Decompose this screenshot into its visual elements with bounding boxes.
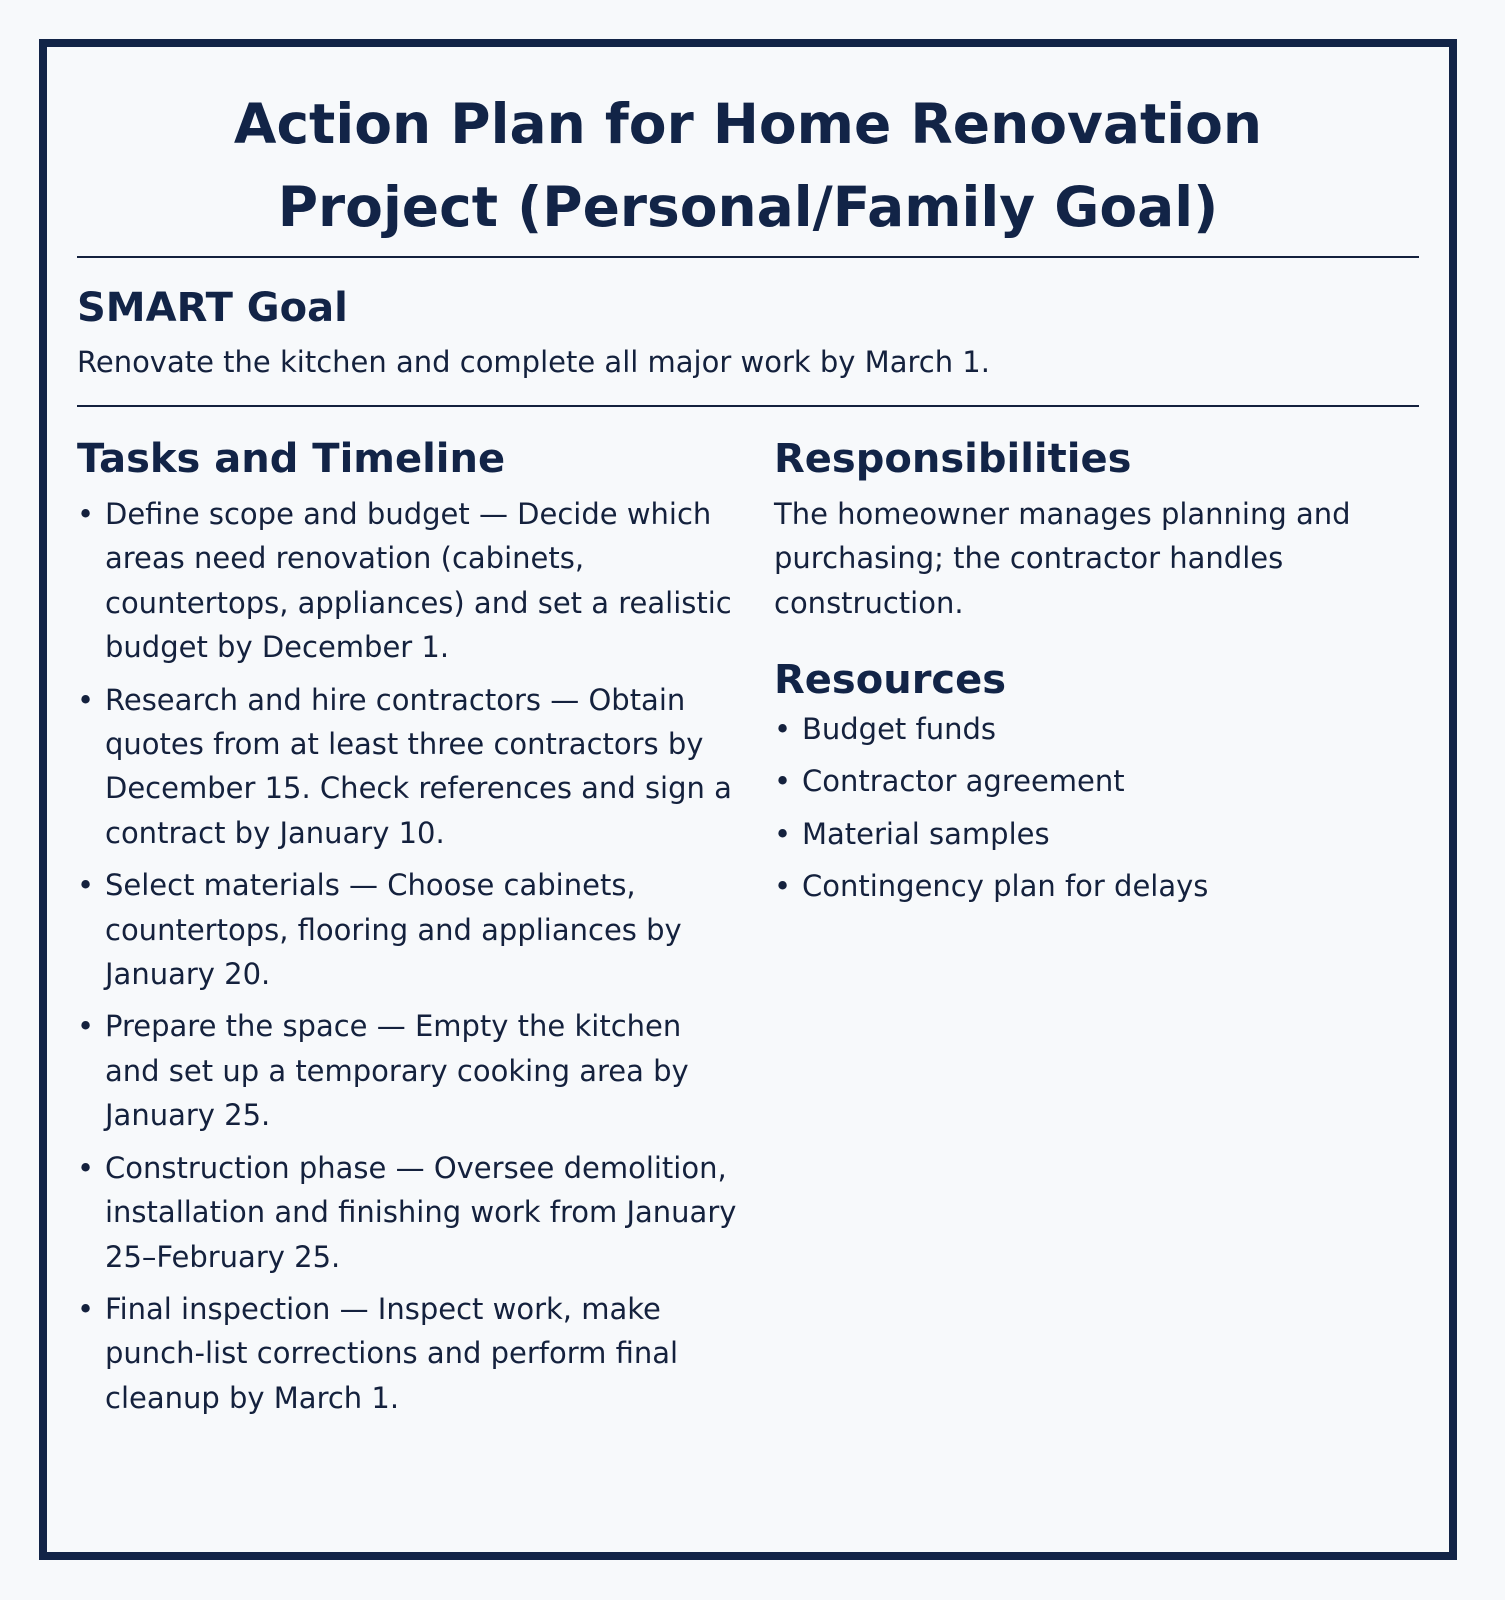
resource-item [774, 707, 1424, 751]
resource-text: Material samples [802, 816, 1050, 851]
bullet-icon: • [77, 1291, 95, 1326]
bullet-icon: • [774, 764, 792, 799]
page-title: Action Plan for Home Renovation Project (Personal/Family Goal) [233, 92, 1263, 239]
resources-heading: Resources [774, 657, 1007, 703]
resources-list [774, 707, 1424, 917]
resource-text: Contractor agreement [802, 764, 1125, 799]
task-text: Prepare the space — Empty the kitchen and set up a temporary cooking area by January 25. [105, 1009, 689, 1133]
task-text: Define scope and budget — Decide which areas need renovation (cabinets, countertops, appliances) and set a realistic budget by December 1. [105, 497, 732, 665]
goal-divider [77, 405, 1419, 407]
bullet-icon: • [774, 712, 792, 746]
document-frame [39, 39, 1457, 1560]
task-item [77, 678, 737, 856]
bullet-icon: • [77, 1009, 95, 1044]
resource-item [774, 864, 1424, 908]
bullet-icon: • [77, 682, 95, 717]
smart-goal-heading: SMART Goal [77, 285, 348, 331]
task-item [77, 492, 737, 670]
resource-text: Contingency plan for delays [802, 869, 1209, 904]
title-divider [77, 256, 1419, 258]
bullet-icon: • [774, 816, 792, 851]
bullet-icon: • [77, 868, 95, 903]
responsibilities-heading: Responsibilities [774, 436, 1132, 482]
tasks-list [77, 492, 737, 1428]
tasks-heading: Tasks and Timeline [77, 436, 506, 482]
task-text: Construction phase — Oversee demolition, installation and finishing work from January 25–February 25. [105, 1150, 737, 1274]
bullet-icon: • [77, 497, 95, 531]
responsibilities-text: The homeowner manages planning and purchasing; the contractor handles construction. [774, 497, 1351, 620]
bullet-icon: • [77, 1150, 95, 1185]
task-item [77, 1287, 737, 1420]
task-item [77, 1004, 737, 1137]
task-item [77, 1146, 737, 1279]
task-text: Research and hire contractors — Obtain quotes from at least three contractors by December 15. Check references and sign a contract by January 10. [105, 682, 732, 850]
smart-goal-text: Renovate the kitchen and complete all major work by March 1. [77, 345, 990, 379]
resource-text: Budget funds [802, 712, 997, 746]
bullet-icon: • [774, 869, 792, 904]
task-item [77, 863, 737, 996]
resource-item [774, 812, 1424, 856]
task-text: Final inspection — Inspect work, make punch-list corrections and perform final cleanup by March 1. [105, 1291, 679, 1415]
task-text: Select materials — Choose cabinets, countertops, flooring and appliances by January 20. [105, 868, 682, 992]
resource-item [774, 759, 1424, 803]
